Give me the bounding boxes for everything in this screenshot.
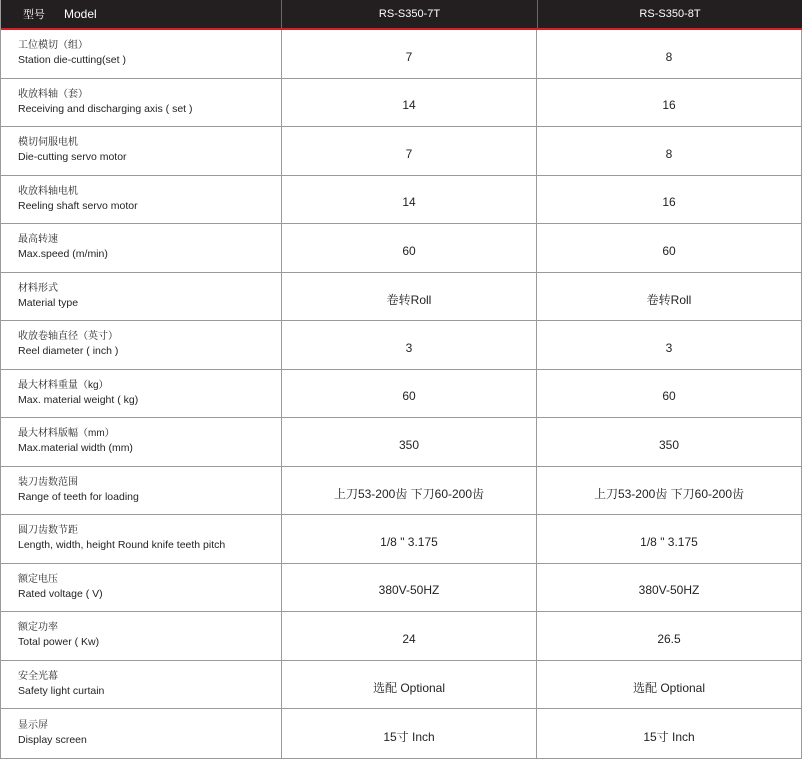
table-row [1,273,802,322]
value-model-a: 14 [282,79,537,127]
table-row [1,612,802,661]
value-model-a: 15寸 Inch [282,709,537,758]
param-cell [1,612,282,660]
param-cell [1,273,282,321]
value-model-b: 上刀53-200齿 下刀60-200齿 [537,467,802,515]
table-row [1,418,802,467]
param-label-zh: 收放料轴（套） [18,88,88,100]
param-label-zh: 额定电压 [18,573,58,585]
table-row [1,127,802,176]
value-model-a: 3 [282,321,537,369]
value-model-b: 选配 Optional [537,661,802,709]
param-cell [1,709,282,758]
param-label-zh: 最高转速 [18,234,58,246]
value-model-b: 16 [537,176,802,224]
param-label-en: Max.material width (mm) [18,442,133,455]
value-model-b: 1/8 " 3.175 [537,515,802,563]
param-cell [1,127,282,175]
param-label-en: Rated voltage ( V) [18,587,103,600]
header-param-en: Model [64,7,97,21]
param-label-en: Material type [18,296,79,309]
param-label-zh: 材料形式 [18,282,58,294]
param-cell [1,467,282,515]
param-label-en: Max. material weight ( kg) [18,393,139,406]
value-model-a: 卷转Roll [282,273,537,321]
param-label-en: Range of teeth for loading [18,490,139,503]
param-cell [1,370,282,418]
table-row [1,661,802,710]
param-label-zh: 显示屏 [18,719,48,731]
header-param-zh: 型号 [23,9,45,21]
value-model-a: 60 [282,224,537,272]
param-label-zh: 模切伺服电机 [18,137,78,149]
table-row [1,370,802,419]
param-cell [1,321,282,369]
table-row [1,564,802,613]
value-model-b: 350 [537,418,802,466]
value-model-a: 24 [282,612,537,660]
value-model-a: 14 [282,176,537,224]
value-model-a: 60 [282,370,537,418]
header-model-a: RS-S350-7T [282,0,538,28]
value-model-a: 380V-50HZ [282,564,537,612]
param-cell [1,418,282,466]
param-label-en: Die-cutting servo motor [18,151,127,164]
param-label-en: Reel diameter ( inch ) [18,345,119,358]
param-label-en: Reeling shaft servo motor [18,199,138,212]
value-model-a: 350 [282,418,537,466]
value-model-b: 60 [537,224,802,272]
param-label-en: Length, width, height Round knife teeth pitch [18,539,226,552]
param-label-en: Total power ( Kw) [18,636,100,649]
param-cell [1,564,282,612]
param-cell [1,30,282,78]
value-model-b: 卷转Roll [537,273,802,321]
header-param-cell [1,0,282,28]
param-cell [1,515,282,563]
value-model-b: 26.5 [537,612,802,660]
param-label-zh: 装刀齿数范围 [18,476,78,488]
param-cell [1,224,282,272]
value-model-b: 8 [537,30,802,78]
param-label-zh: 工位模切（组） [18,40,88,52]
param-label-zh: 最大材料重量（kg） [18,379,109,391]
param-label-zh: 圆刀齿数节距 [18,525,78,537]
param-label-zh: 收放料轴电机 [18,185,78,197]
param-label-en: Receiving and discharging axis ( set ) [18,102,193,115]
param-label-zh: 安全光幕 [18,670,58,682]
value-model-b: 8 [537,127,802,175]
table-row [1,176,802,225]
param-label-en: Station die-cutting(set ) [18,54,126,67]
param-label-zh: 收放卷轴直径（英寸） [18,331,118,343]
table-row [1,224,802,273]
param-label-zh: 最大材料版幅（mm） [18,428,115,440]
table-row [1,79,802,128]
value-model-b: 15寸 Inch [537,709,802,758]
table-header [1,0,802,30]
param-label-en: Display screen [18,733,87,746]
value-model-b: 380V-50HZ [537,564,802,612]
value-model-b: 60 [537,370,802,418]
param-label-en: Safety light curtain [18,684,105,697]
param-cell [1,176,282,224]
value-model-a: 7 [282,127,537,175]
param-label-zh: 额定功率 [18,622,58,634]
header-model-b: RS-S350-8T [639,8,701,20]
table-row [1,30,802,79]
table-row [1,515,802,564]
table-row [1,467,802,516]
value-model-b: 16 [537,79,802,127]
value-model-a: 7 [282,30,537,78]
value-model-a: 选配 Optional [282,661,537,709]
param-cell [1,79,282,127]
value-model-b: 3 [537,321,802,369]
table-row [1,321,802,370]
param-cell [1,661,282,709]
value-model-a: 1/8 " 3.175 [282,515,537,563]
param-label-en: Max.speed (m/min) [18,248,108,261]
value-model-a: 上刀53-200齿 下刀60-200齿 [282,467,537,515]
table-row [1,709,802,758]
